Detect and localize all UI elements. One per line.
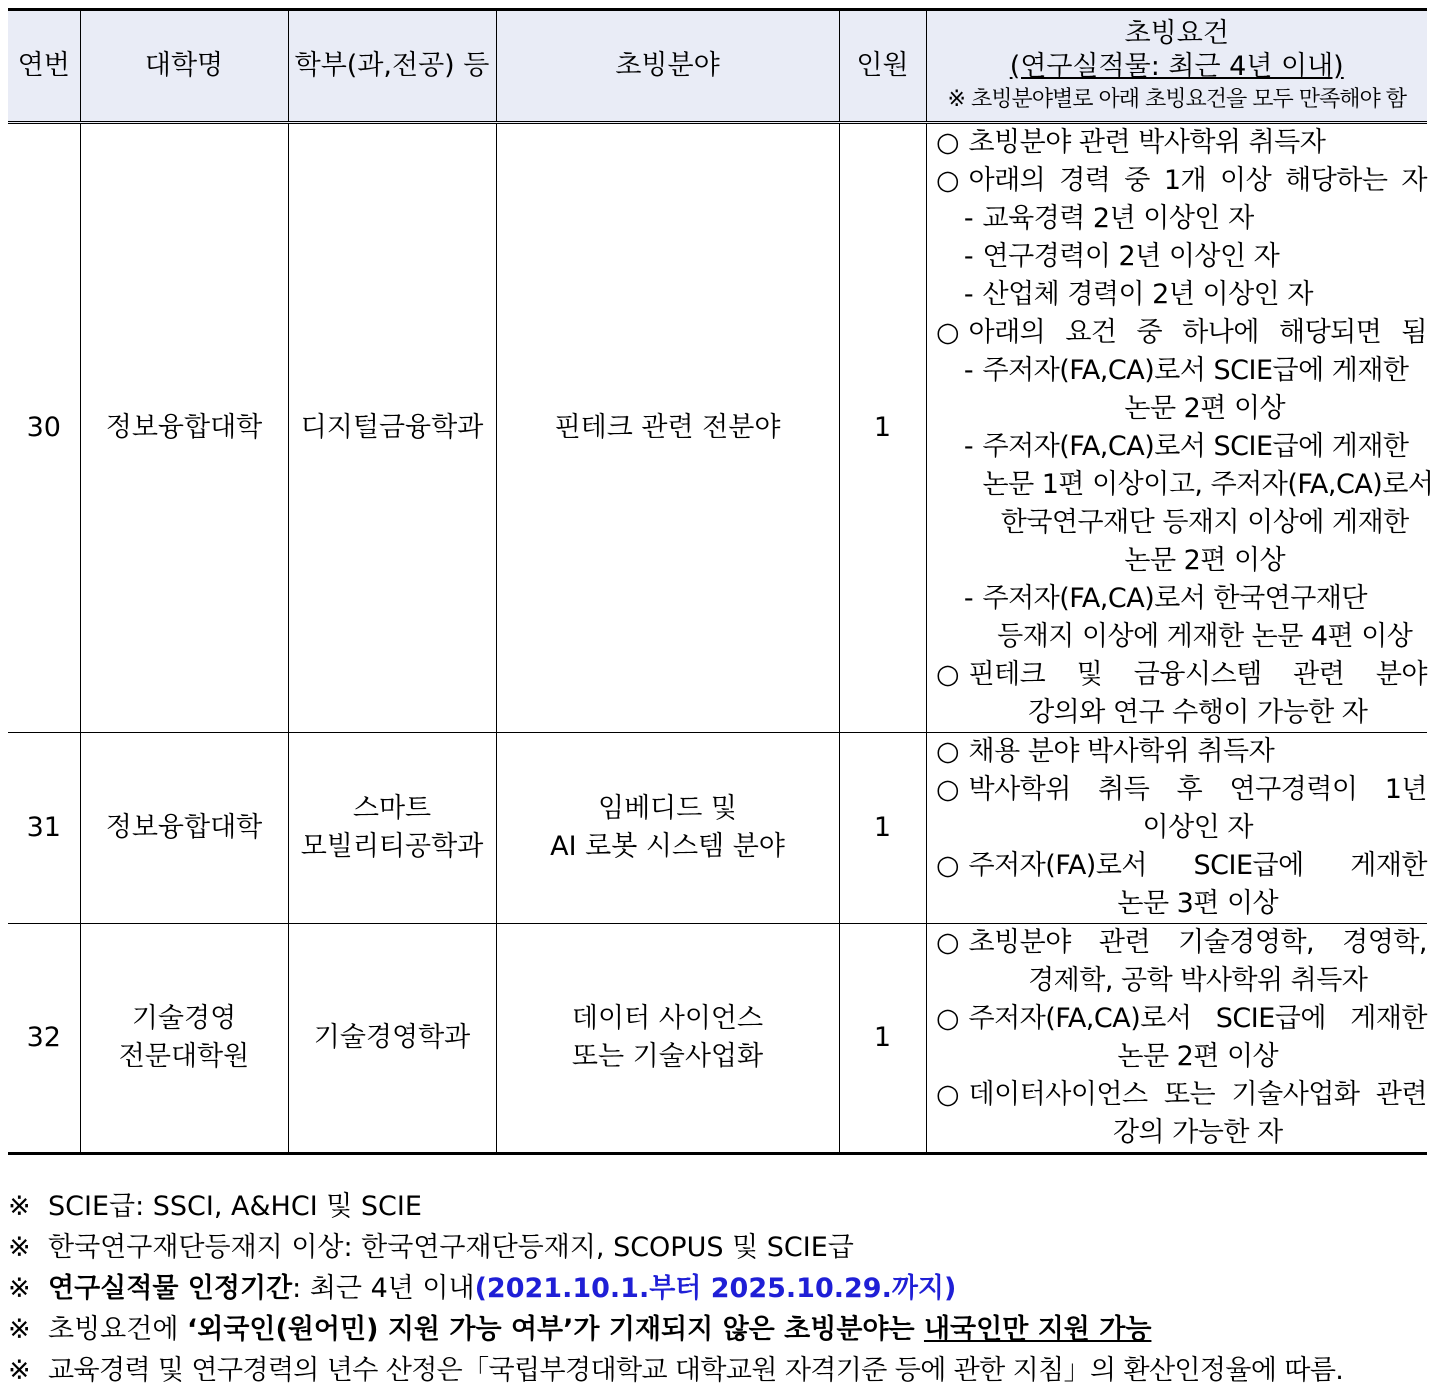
circle-bullet: ○ [935, 1079, 960, 1110]
requirement-continuation: 강의 가능한 자 [1112, 1117, 1283, 1148]
cell-department [288, 733, 496, 924]
requirement-continuation: 논문 2편 이상 [1117, 1041, 1279, 1072]
requirement-item [927, 1076, 1428, 1114]
header-req-subtitle: (연구실적물: 최근 4년 이내) [1009, 50, 1344, 82]
circle-bullet: ○ [935, 127, 960, 158]
field-line: AI 로봇 시스템 분야 [550, 831, 785, 862]
requirement-item [927, 733, 1428, 771]
requirement-continuation: 경제학, 공학 박사학위 취득자 [1028, 965, 1368, 996]
requirement-continuation: 논문 3편 이상 [1117, 888, 1279, 919]
circle-bullet: ○ [935, 165, 960, 196]
note-text: 교육경력 및 연구경력의 년수 산정은「국립부경대학교 대학교원 자격기준 등에 관한 지침」의 환산인정율에 따름. [48, 1355, 1344, 1386]
requirement-subitem [927, 580, 1428, 618]
requirement-continuation: 한국연구재단 등재지 이상에 게재한 [1000, 507, 1409, 538]
cell-university: 정보융합대학 [80, 123, 288, 733]
requirement-item [927, 847, 1428, 885]
requirement-text: 연구경력이 2년 이상인 자 [982, 241, 1280, 272]
requirement-continuation: 강의와 연구 수행이 가능한 자 [1028, 697, 1368, 728]
circle-bullet: ○ [935, 1003, 960, 1034]
requirement-subitem [927, 238, 1428, 276]
dash-bullet: - [963, 583, 974, 614]
note-text: SCIE급: SSCI, A&HCI 및 SCIE [48, 1191, 422, 1222]
circle-bullet: ○ [935, 850, 960, 881]
header-field: 초빙분야 [496, 10, 839, 123]
cell-requirements [926, 733, 1427, 924]
requirement-item [927, 314, 1428, 352]
circle-bullet: ○ [935, 659, 960, 690]
note-text: 한국연구재단등재지 이상: 한국연구재단등재지, SCOPUS 및 SCIE급 [48, 1232, 854, 1263]
requirement-text: 박사학위 취득 후 연구경력이 1년 [968, 774, 1427, 805]
cell-count: 1 [839, 123, 926, 733]
dash-bullet: - [963, 241, 974, 272]
requirement-item [927, 1000, 1428, 1038]
note-underline: 내국인만 지원 가능 [923, 1314, 1152, 1345]
dash-bullet: - [963, 431, 974, 462]
dash-bullet: - [963, 279, 974, 310]
field-line: 데이터 사이언스 [571, 1003, 764, 1034]
requirement-continuation: 등재지 이상에 게재한 논문 4편 이상 [997, 621, 1413, 652]
requirement-item [927, 124, 1428, 162]
university-line: 기술경영 [131, 1003, 237, 1034]
cell-count: 1 [839, 733, 926, 924]
note-bold: ‘외국인(원어민) 지원 가능 여부’가 기재되지 않은 초빙분야는 [187, 1314, 924, 1345]
dash-bullet: - [963, 203, 974, 234]
note-foreigner [8, 1309, 1428, 1350]
requirement-text: 아래의 경력 중 1개 이상 해당하는 자 [968, 165, 1427, 196]
circle-bullet: ○ [935, 736, 960, 767]
cell-seq: 32 [8, 924, 80, 1154]
requirement-text: 교육경력 2년 이상인 자 [982, 203, 1254, 234]
department-line: 스마트 [352, 793, 432, 824]
cell-department: 디지털금융학과 [288, 123, 496, 733]
requirement-text: 주저자(FA,CA)로서 한국연구재단 [982, 583, 1367, 614]
field-line: 임베디드 및 [598, 793, 737, 824]
requirement-continuation: 논문 2편 이상 [1124, 545, 1286, 576]
requirement-text: 초빙분야 관련 기술경영학, 경영학, [968, 927, 1427, 958]
table-header-row [8, 10, 1427, 123]
header-count: 인원 [839, 10, 926, 123]
cell-seq: 31 [8, 733, 80, 924]
cell-field: 핀테크 관련 전분야 [496, 123, 839, 733]
requirement-text: 데이터사이언스 또는 기술사업화 관련 [968, 1079, 1427, 1110]
circle-bullet: ○ [935, 927, 960, 958]
reference-mark: ※ [8, 1314, 31, 1345]
note-kci [8, 1227, 1428, 1268]
dash-bullet: - [963, 355, 974, 386]
cell-count: 1 [839, 924, 926, 1154]
requirement-text: 핀테크 및 금융시스템 관련 분야 [968, 659, 1427, 690]
field-line: 또는 기술사업화 [571, 1041, 764, 1072]
requirement-continuation: 이상인 자 [1142, 812, 1253, 843]
department-line: 모빌리티공학과 [300, 831, 484, 862]
header-university: 대학명 [80, 10, 288, 123]
table-row [8, 924, 1427, 1154]
university-line: 전문대학원 [118, 1041, 250, 1072]
requirement-text: 초빙분야 관련 박사학위 취득자 [968, 127, 1326, 158]
note-experience [8, 1350, 1428, 1391]
requirement-item [927, 771, 1428, 809]
cell-field [496, 733, 839, 924]
notes-section [8, 1186, 1428, 1391]
cell-department: 기술경영학과 [288, 924, 496, 1154]
reference-mark: ※ [8, 1191, 31, 1222]
cell-field [496, 924, 839, 1154]
requirement-text: 산업체 경력이 2년 이상인 자 [982, 279, 1313, 310]
note-text: : 최근 4년 이내 [292, 1273, 475, 1304]
recruitment-table [8, 8, 1434, 1155]
cell-university: 정보융합대학 [80, 733, 288, 924]
note-highlight: (2021.10.1.부터 2025.10.29.까지) [474, 1273, 957, 1304]
header-department: 학부(과,전공) 등 [288, 10, 496, 123]
circle-bullet: ○ [935, 774, 960, 805]
note-scie [8, 1186, 1428, 1227]
requirement-text: 주저자(FA,CA)로서 SCIE급에 게재한 [982, 431, 1409, 462]
requirement-item [927, 656, 1428, 694]
requirement-text: 채용 분야 박사학위 취득자 [968, 736, 1275, 767]
header-req-note: ※ 초빙분야별로 아래 초빙요건을 모두 만족해야 함 [947, 86, 1406, 112]
table-row [8, 123, 1427, 733]
requirement-subitem [927, 428, 1428, 466]
requirement-text: 아래의 요건 중 하나에 해당되면 됨 [968, 317, 1427, 348]
requirement-text: 주저자(FA,CA)로서 SCIE급에 게재한 [968, 1003, 1427, 1034]
circle-bullet: ○ [935, 317, 960, 348]
reference-mark: ※ [8, 1232, 31, 1263]
requirement-subitem [927, 276, 1428, 314]
reference-mark: ※ [8, 1355, 31, 1386]
requirement-item [927, 924, 1428, 962]
cell-requirements [926, 123, 1434, 733]
requirement-subitem [927, 352, 1428, 390]
requirement-continuation: 논문 1편 이상이고, 주저자(FA,CA)로서 [982, 469, 1434, 500]
header-seq: 연번 [8, 10, 80, 123]
requirement-item [927, 162, 1428, 200]
header-requirements [926, 10, 1427, 123]
table-row [8, 733, 1427, 924]
requirement-text: 주저자(FA,CA)로서 SCIE급에 게재한 [982, 355, 1409, 386]
note-bold: 연구실적물 인정기간 [48, 1273, 293, 1304]
cell-university [80, 924, 288, 1154]
requirement-text: 주저자(FA)로서 SCIE급에 게재한 [968, 850, 1427, 881]
header-req-title: 초빙요건 [1124, 17, 1229, 49]
note-period [8, 1268, 1428, 1309]
note-text: 초빙요건에 [48, 1314, 187, 1345]
cell-seq: 30 [8, 123, 80, 733]
requirement-subitem [927, 200, 1428, 238]
requirement-continuation: 논문 2편 이상 [1124, 393, 1286, 424]
reference-mark: ※ [8, 1273, 31, 1304]
cell-requirements [926, 924, 1427, 1154]
